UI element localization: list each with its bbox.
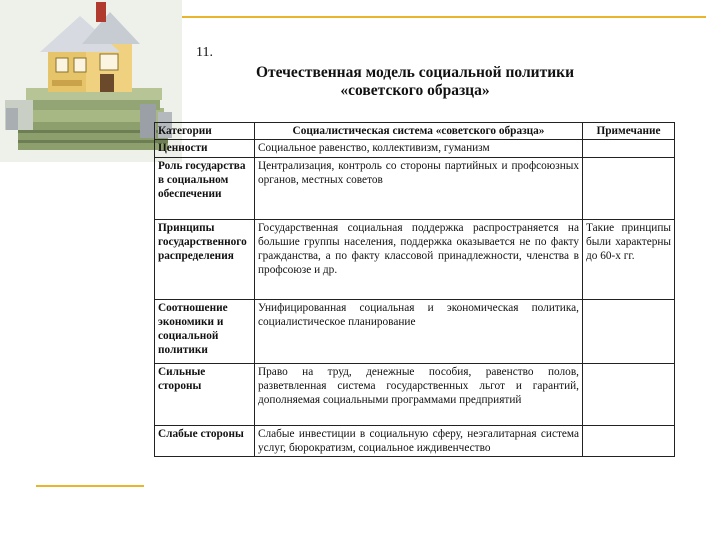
table-row (155, 299, 675, 363)
row-note (583, 140, 675, 157)
row-category: Слабые стороны (155, 425, 255, 457)
top-accent-rule (180, 16, 706, 18)
social-policy-table (154, 122, 675, 457)
row-category: Сильные стороны (155, 363, 255, 425)
row-note (583, 425, 675, 457)
title-line-2: «советского образца» (340, 82, 490, 99)
title-line-1: Отечественная модель социальной политики (256, 64, 574, 81)
row-description: Унифицированная социальная и экономическая политика, социалистическое планирование (255, 299, 583, 363)
header-soviet-system: Социалистическая система «советского образца» (255, 123, 583, 140)
row-category: Роль государства в социальном обеспечении (155, 157, 255, 219)
row-description: Централизация, контроль со стороны партийных и профсоюзных органов, местных советов (255, 157, 583, 219)
slide-title (215, 64, 615, 100)
row-description: Слабые инвестиции в социальную сферу, неэгалитарная система услуг, бюрократизм, социальное иждивенчество (255, 425, 583, 457)
row-description: Право на труд, денежные пособия, равенство полов, разветвленная система государственных льгот и гарантий, дополняемая социальными программами предприятий (255, 363, 583, 425)
row-note (583, 299, 675, 363)
table-row (155, 140, 675, 157)
table-row (155, 157, 675, 219)
table-row (155, 219, 675, 299)
row-description: Государственная социальная поддержка распространяется на большие группы населения, поддержка оказывается не по факту гражданства, а по факту классовой принадлежности, членства в профсоюзе и др. (255, 219, 583, 299)
header-categories: Категории (155, 123, 255, 140)
table-row (155, 425, 675, 457)
row-note: Такие принципы были характерны до 60-х гг. (583, 219, 675, 299)
header-note: Примечание (583, 123, 675, 140)
row-category: Соотношение экономики и социальной политики (155, 299, 255, 363)
row-note (583, 363, 675, 425)
row-category: Ценности (155, 140, 255, 157)
row-description: Социальное равенство, коллективизм, гуманизм (255, 140, 583, 157)
table-row (155, 363, 675, 425)
row-note (583, 157, 675, 219)
bottom-left-accent-rule (36, 485, 144, 487)
slide-number: 11. (196, 45, 213, 60)
table-header-row (155, 123, 675, 140)
row-category: Принципы государственного распределения (155, 219, 255, 299)
